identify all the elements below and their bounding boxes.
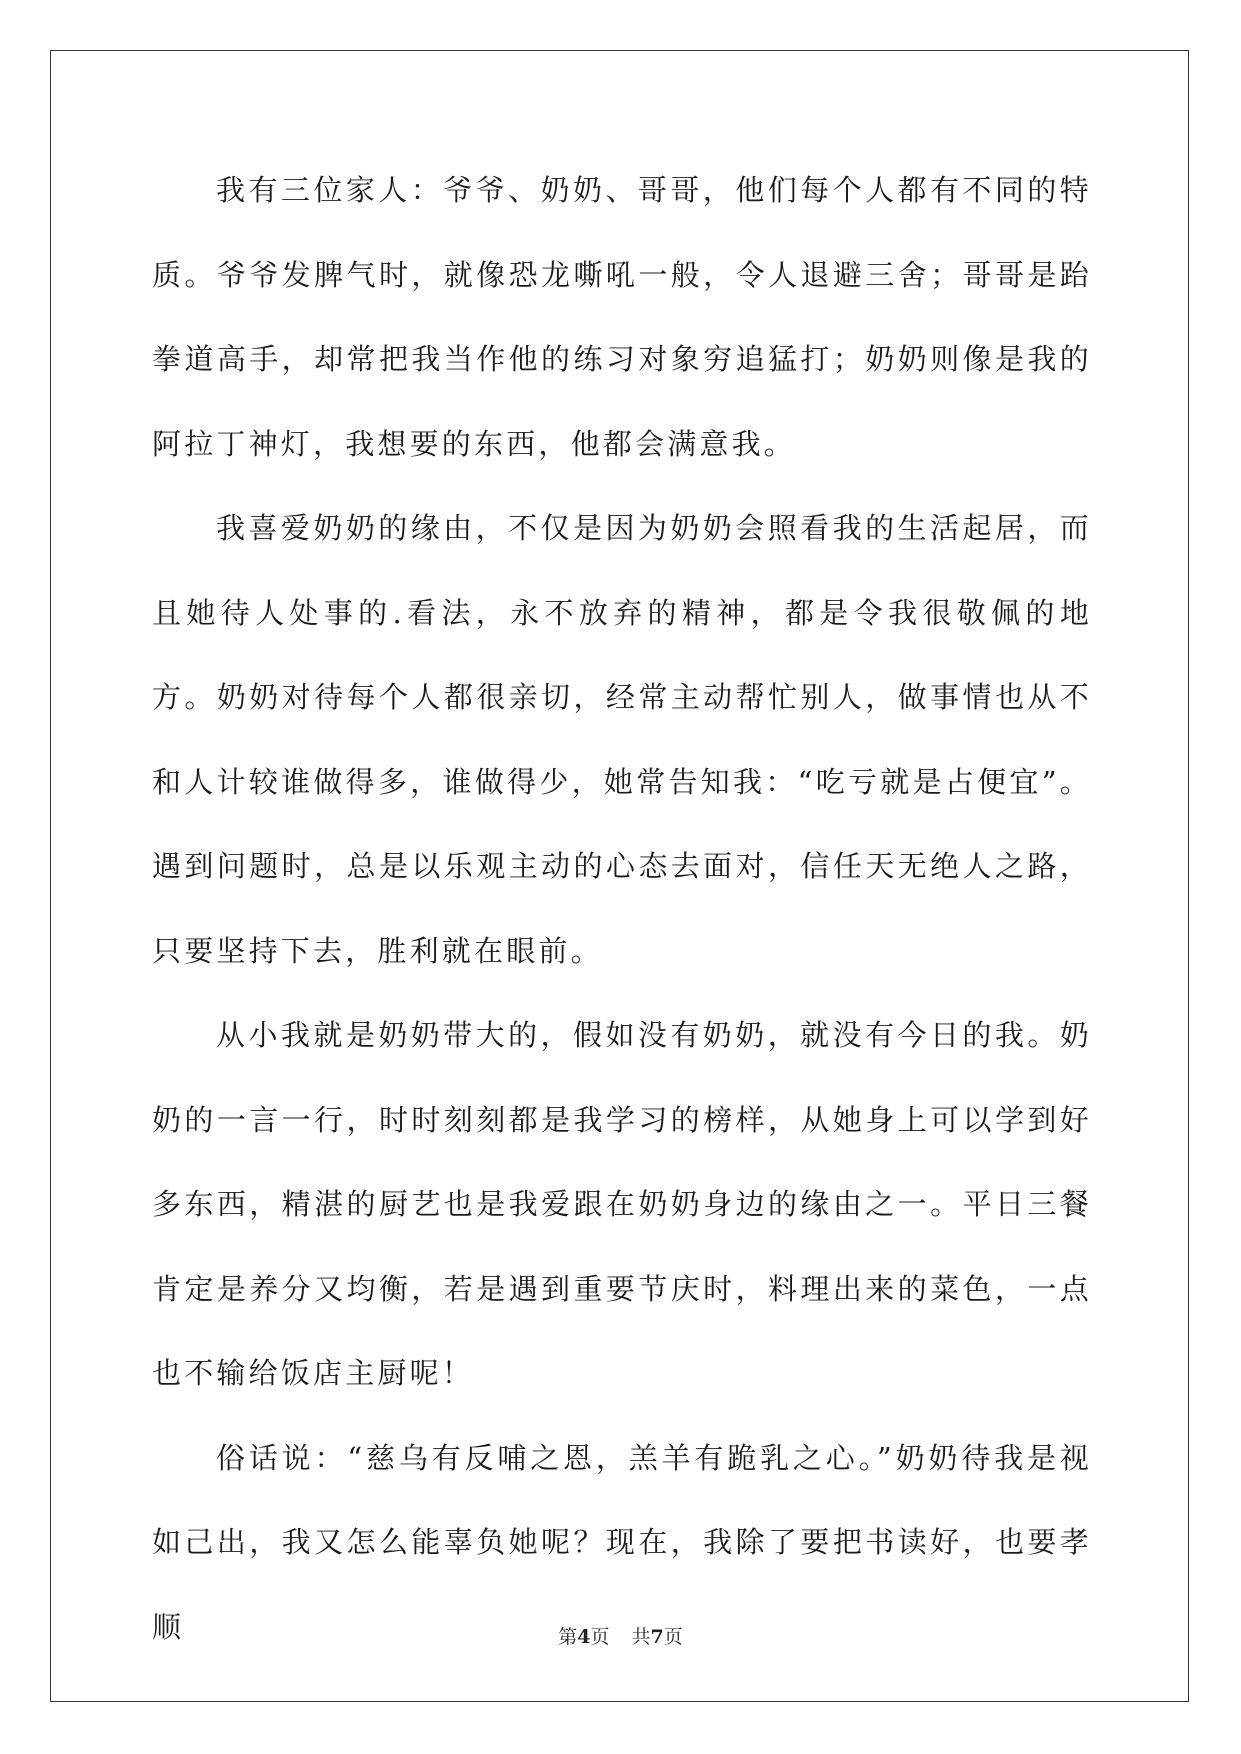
paragraph-4: 俗话说：“慈乌有反哺之恩，羔羊有跪乳之心。”奶奶待我是视如己出，我又怎么能辜负她呢？现在，我除了要把书读好，也要孝顺	[152, 1440, 1092, 1644]
footer-total-prefix: 共	[631, 1626, 651, 1648]
footer-prefix: 第	[558, 1626, 578, 1648]
paragraph-3: 从小我就是奶奶带大的，假如没有奶奶，就没有今日的我。奶奶的一言一行，时时刻刻都是我学习的榜样，从她身上可以学到好多东西，精湛的厨艺也是我爱跟在奶奶身边的缘由之一。平日三餐肯定是养分又均衡，若是遇到重要节庆时，料理出来的菜色，一点也不输给饭店主厨呢！	[152, 1018, 1092, 1390]
page-footer	[0, 1622, 1241, 1649]
footer-page-suffix: 页	[590, 1626, 610, 1648]
document-body	[152, 148, 1092, 1669]
footer-total-pages: 7	[650, 1626, 664, 1648]
paragraph-1: 我有三位家人：爷爷、奶奶、哥哥，他们每个人都有不同的特质。爷爷发脾气时，就像恐龙嘶吼一般，令人退避三舍；哥哥是跆拳道高手，却常把我当作他的练习对象穷追猛打；奶奶则像是我的阿拉丁神灯，我想要的东西，他都会满意我。	[152, 173, 1092, 461]
footer-page-number: 4	[577, 1626, 591, 1648]
footer-total-suffix: 页	[663, 1626, 683, 1648]
paragraph-2: 我喜爱奶奶的缘由，不仅是因为奶奶会照看我的生活起居，而且她待人处事的.看法，永不放弃的精神，都是令我很敬佩的地方。奶奶对待每个人都很亲切，经常主动帮忙别人，做事情也从不和人计较谁做得多，谁做得少，她常告知我：“吃亏就是占便宜”。遇到问题时，总是以乐观主动的心态去面对，信任天无绝人之路，只要坚持下去，胜利就在眼前。	[152, 511, 1092, 968]
